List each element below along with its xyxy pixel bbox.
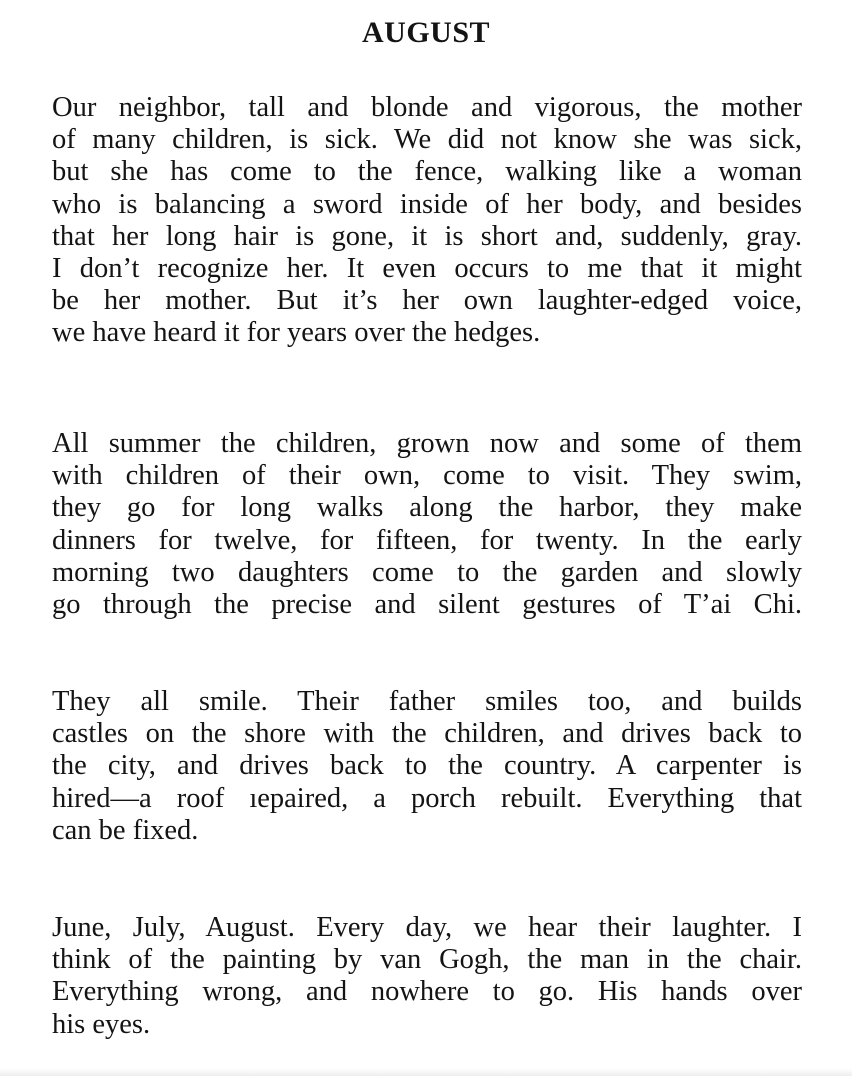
text-line: go through the precise and silent gestures of T’ai Chi. — [52, 588, 802, 620]
paragraph-3 — [52, 686, 802, 847]
text-line: think of the painting by van Gogh, the man in the chair. — [52, 944, 802, 976]
text-line: his eyes. — [52, 1008, 151, 1040]
text-line: be her mother. But it’s her own laughter-edged voice, — [52, 285, 802, 317]
paragraph-2 — [52, 428, 802, 621]
paragraph-1 — [52, 92, 802, 350]
text-line: morning two daughters come to the garden and slowly — [52, 556, 802, 588]
text-line: they go for long walks along the harbor, they make — [52, 492, 802, 524]
paragraph-4 — [52, 912, 802, 1041]
page-bottom-edge — [0, 1068, 852, 1076]
text-line: with children of their own, come to visit. They swim, — [52, 460, 802, 492]
text-line: Everything wrong, and nowhere to go. His hands over — [52, 976, 802, 1008]
text-line: They all smile. Their father smiles too, and builds — [52, 686, 802, 717]
text-line: Our neighbor, tall and blonde and vigorous, the mother — [52, 92, 802, 123]
text-line: the city, and drives back to the country. A carpenter is — [52, 750, 802, 782]
text-line: June, July, August. Every day, we hear their laughter. I — [52, 912, 802, 943]
text-line: hired—a roof ıepaired, a porch rebuilt. Everything that — [52, 782, 802, 814]
text-line: castles on the shore with the children, and drives back to — [52, 718, 802, 750]
text-line: I don’t recognize her. It even occurs to me that it might — [52, 252, 802, 284]
text-line: that her long hair is gone, it is short and, suddenly, gray. — [52, 220, 802, 252]
text-line: who is balancing a sword inside of her body, and besides — [52, 188, 802, 220]
text-line: of many children, is sick. We did not know she was sick, — [52, 124, 802, 156]
page-title: AUGUST — [361, 16, 491, 49]
text-line: can be fixed. — [52, 814, 199, 846]
text-line: but she has come to the fence, walking like a woman — [52, 156, 802, 188]
text-line: All summer the children, grown now and some of them — [52, 428, 802, 459]
text-line: dinners for twelve, for fifteen, for twenty. In the early — [52, 524, 802, 556]
text-line: we have heard it for years over the hedges. — [52, 317, 541, 349]
